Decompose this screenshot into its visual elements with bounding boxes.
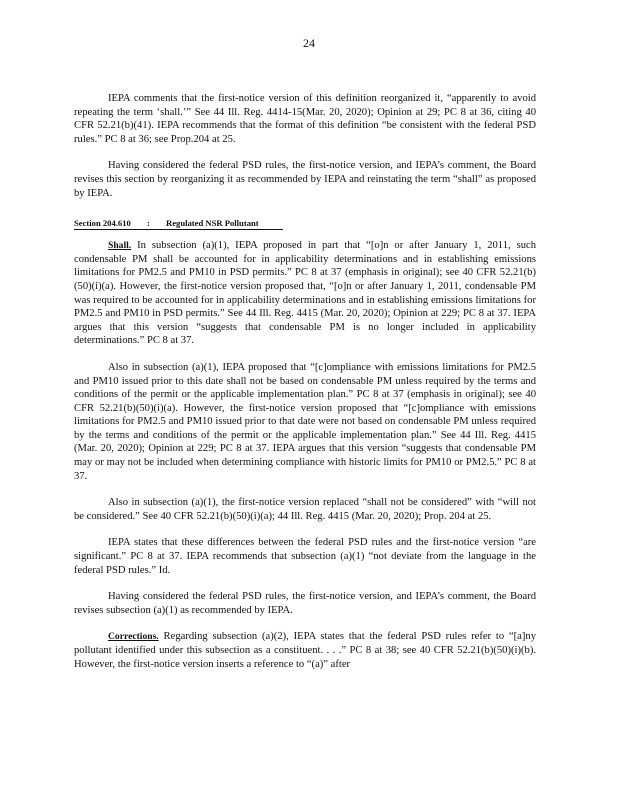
paragraph-iepa-differences: IEPA states that these differences between the federal PSD rules and the first-notice version “are significant.” PC 8 at 37. IEPA recommends that subsection (a)(1) “not deviate from the language in the federal PSD rules.” Id. [74,537,536,576]
shall-heading: Shall. [108,240,132,252]
section-separator: : [146,218,150,229]
paragraph-board-revises-subsection: Having considered the federal PSD rules, the first-notice version, and IEPA’s comment, the Board revises subsection (a)(1) as recommended by IEPA. [74,591,536,616]
document-body [74,92,536,671]
corrections-text: Regarding subsection (a)(2), IEPA states that the federal PSD rules refer to “[a]ny pollutant identified under this subsection as a constituent. . . .” PC 8 at 38; see 40 CFR 52.21(b)(50)(i)(b). However, the first-notice version inserts a reference to “(a)” after [74,631,536,670]
section-number: Section 204.610 [74,218,131,229]
paragraph-corrections [74,630,536,671]
section-title: Regulated NSR Pollutant [166,218,259,229]
paragraph-will-not-be-considered: Also in subsection (a)(1), the first-notice version replaced “shall not be considered” with “will not be considered.” See 40 CFR 52.21(b)(50)(i)(a); 44 Ill. Reg. 4415 (Mar. 20, 2020); Prop. 204 at 25. [74,497,536,522]
page-number: 24 [303,36,315,50]
corrections-heading: Corrections. [108,631,159,643]
paragraph-iepa-comments: IEPA comments that the first-notice version of this definition reorganized it, “apparently to avoid repeating the term ‘shall.’” See 44 Ill. Reg. 4414-15(Mar. 20, 2020); Opinion at 29; PC 8 at 36, citing 40 CFR 52.21(b)(41). IEPA recommends that the format of this definition “be consistent with the federal PSD rules.” PC 8 at 36; see Prop.204 at 25. [74,93,536,145]
paragraph-shall [74,239,536,348]
section-heading [74,217,283,230]
paragraph-board-revises-section: Having considered the federal PSD rules, the first-notice version, and IEPA’s comment, the Board revises this section by reorganizing it as recommended by IEPA and reinstating the term “shall” as proposed by IEPA. [74,160,536,199]
paragraph-compliance: Also in subsection (a)(1), IEPA proposed that “[c]ompliance with emissions limitations for PM2.5 and PM10 issued prior to this date shall not be based on condensable PM unless required by the terms and conditions of the permit or the applicable implementation plan.” PC 8 at 37 (emphasis in original); see 40 CFR 52.21(b)(50)(i)(a). However, the first-notice version proposed that “[c]ompliance with emissions limitations for PM2.5 and PM10 issued prior to that date were not based on condensable PM unless required by the terms and conditions of the permit or the applicable implementation plan.” See 44 Ill. Reg. 4415 (Mar. 20, 2020); Opinion at 229; PC 8 at 37. IEPA argues that this version “suggests that condensable PM may or may not be included when determining compliance with historic limits for PM10 or PM2.5.” PC 8 at 37. [74,361,536,482]
shall-text: In subsection (a)(1), IEPA proposed in part that “[o]n or after January 1, 2011, such condensable PM shall be accounted for in applicability determinations and in establishing emissions limitations for PM2.5 and PM10 in PSD permits.” PC 8 at 37 (emphasis in original); see 40 CFR 52.21(b)(50)(i)(a). However, the first-notice version proposed that, “[o]n or after January 1, 2011, condensable PM was required to be accounted for in applicability determinations and in establishing emissions limitations for PM2.5 and PM10 in PSD permits.” See 44 Ill. Reg. 4415 (Mar. 20, 2020); Opinion at 229; PC 8 at 37. IEPA argues that this version “suggests that condensable PM is no longer included in applicability determinations.” PC 8 at 37. [74,240,536,347]
